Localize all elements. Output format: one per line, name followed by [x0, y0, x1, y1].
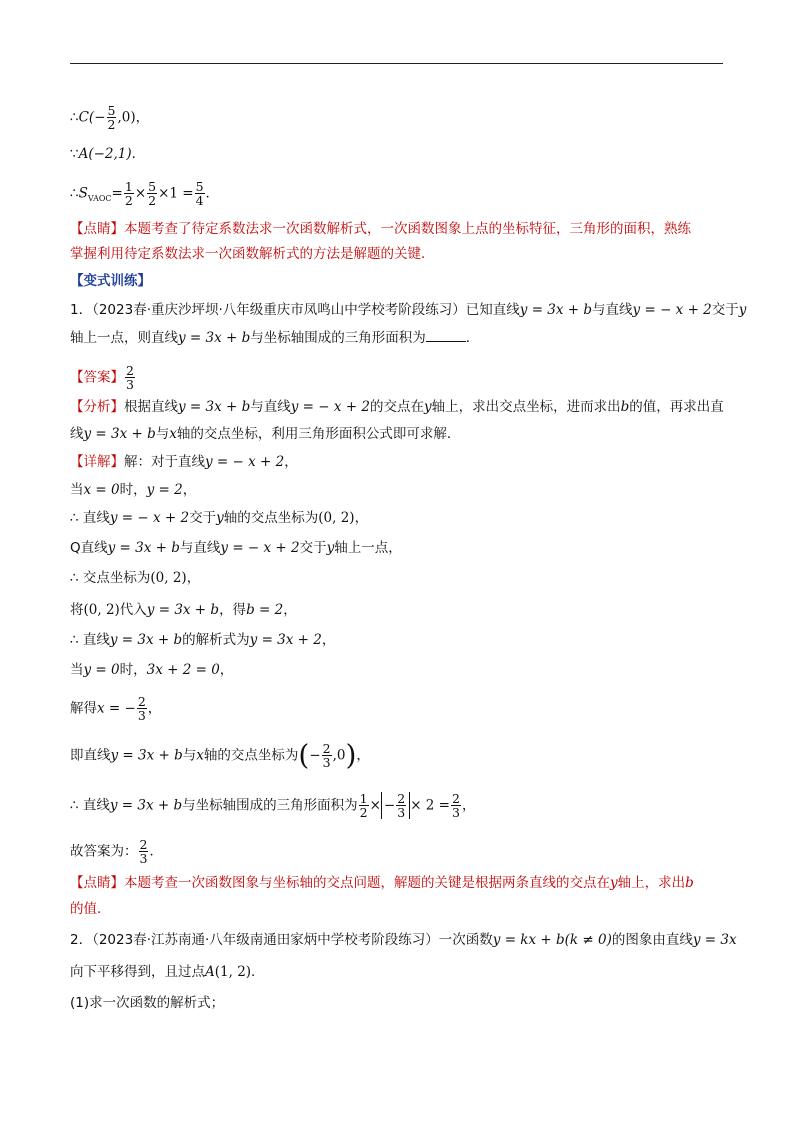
- question-1-line-2: 轴上一点，则直线y = 3x + b与坐标轴围成的三角形面积为 ．: [70, 330, 480, 346]
- detail-line-11: ∴ 直线y = 3x + b与坐标轴围成的三角形面积为 $\frac{1}{2}$ × − $\frac{2}{3}$ × 2 = $\frac{2}{3}$ ，: [70, 791, 476, 820]
- answer-line: 【答案】 $\frac{2}{3}$: [70, 363, 134, 392]
- comment-line-1: 【点睛】本题考查了待定系数法求一次函数解析式，一次函数图象上点的坐标特征，三角形的面积，熟练: [70, 221, 691, 237]
- detail-line-10: 即直线y = 3x + b与x轴的交点坐标为(− $\frac{2}{3}$ ,0)，: [70, 738, 370, 772]
- detail-line-3: ∴ 直线y = − x + 2交于y轴的交点坐标为(0, 2)，: [70, 510, 369, 526]
- analysis-line-2: 线y = 3x + b与x轴的交点坐标，利用三角形面积公式即可求解．: [70, 426, 461, 442]
- solution-line-area: $\therefore S_{VAOC}=$ $\frac{1}{2}$ × $\frac{5}{2}$ ×1 = $\frac{5}{4}$ ．: [70, 179, 220, 208]
- section-title-variant-training: 【变式训练】: [70, 273, 151, 289]
- header-rule: [70, 63, 723, 64]
- solution-line-c-point: ∴C(− $\frac{5}{2}$ ,0)，: [70, 103, 150, 132]
- detail-line-8: 当y = 0时，3x + 2 = 0，: [70, 662, 234, 678]
- comment2-line-2: 的值．: [70, 901, 111, 917]
- detail-line-12: 故答案为： $\frac{2}{3}$ ．: [70, 837, 163, 866]
- detail-line-5: ∴ 交点坐标为(0, 2)，: [70, 570, 201, 586]
- detail-line-6: 将(0, 2)代入y = 3x + b，得b = 2，: [70, 602, 297, 618]
- detail-line-4: Q直线y = 3x + b与直线y = − x + 2交于y轴上一点，: [70, 540, 402, 556]
- detail-line-1: 【详解】解：对于直线y = − x + 2，: [70, 454, 298, 470]
- answer-blank: [426, 329, 466, 342]
- detail-line-7: ∴ 直线y = 3x + b的解析式为y = 3x + 2，: [70, 632, 336, 648]
- question-2-part-1: (1)求一次函数的解析式；: [70, 995, 225, 1011]
- question-2-line-1: 2．（2023春·江苏南通·八年级南通田家炳中学校考阶段练习）一次函数y = kx + b(k ≠ 0)的图象由直线y = 3x: [70, 932, 737, 948]
- detail-line-2: 当x = 0时，y = 2，: [70, 482, 197, 498]
- detail-line-9: 解得x = − $\frac{2}{3}$ ，: [70, 694, 162, 723]
- question-1-line-1: 1．（2023春·重庆沙坪坝·八年级重庆市凤鸣山中学校考阶段练习）已知直线y = 3x + b与直线y = − x + 2交于y: [70, 302, 747, 318]
- solution-line-a-point: ∵A(−2,1)．: [70, 146, 146, 162]
- comment2-line-1: 【点睛】本题考查一次函数图象与坐标轴的交点问题，解题的关键是根据两条直线的交点在y轴上，求出b: [70, 875, 694, 891]
- analysis-line-1: 【分析】根据直线y = 3x + b与直线y = − x + 2的交点在y轴上，求出交点坐标，进而求出b的值，再求出直: [70, 399, 724, 415]
- comment-line-2: 掌握利用待定系数法求一次函数解析式的方法是解题的关键．: [70, 246, 435, 262]
- question-2-line-2: 向下平移得到，且过点A(1, 2)．: [70, 964, 265, 980]
